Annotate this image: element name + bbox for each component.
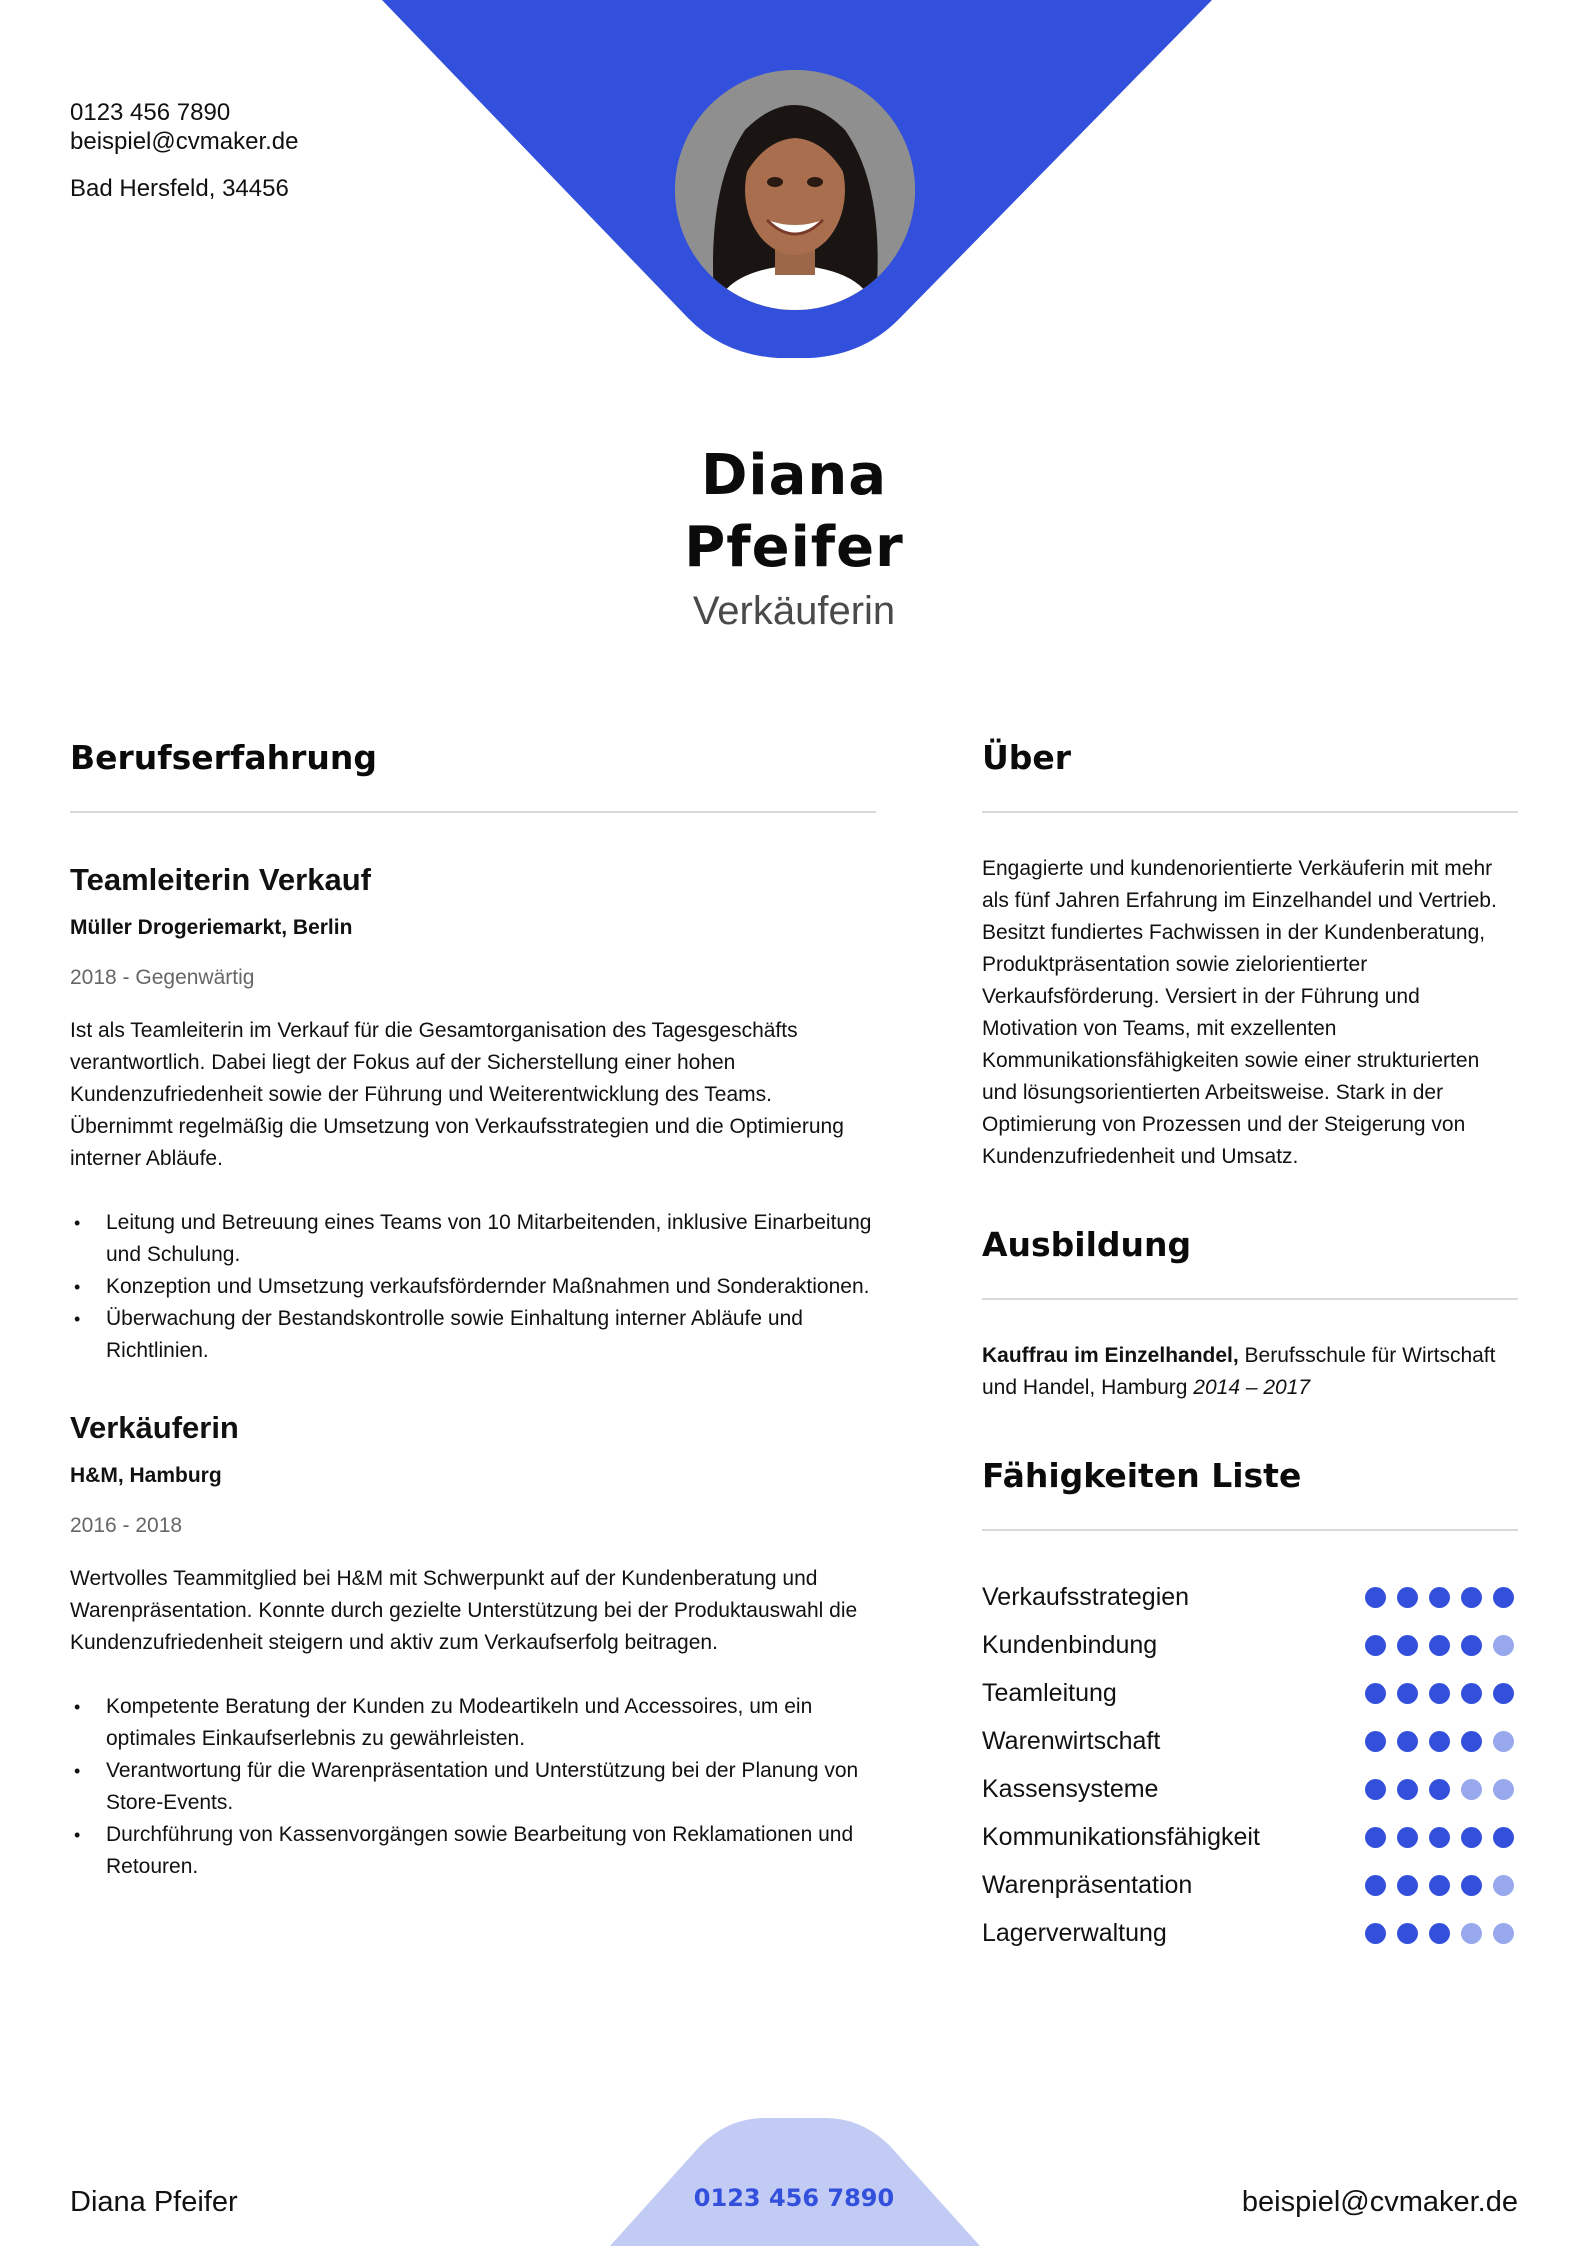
rating-dot-filled xyxy=(1397,1779,1418,1800)
skills-section xyxy=(982,1456,1518,1957)
footer-email: beispiel@cvmaker.de xyxy=(1241,2186,1518,2218)
rating-dot-filled xyxy=(1429,1683,1450,1704)
rating-dot-filled xyxy=(1429,1731,1450,1752)
rating-dot-filled xyxy=(1461,1875,1482,1896)
skill-row xyxy=(982,1813,1518,1861)
job-entry xyxy=(70,861,876,1367)
skill-rating xyxy=(1365,1635,1518,1656)
rating-dot-filled xyxy=(1365,1875,1386,1896)
rating-dot-empty xyxy=(1461,1779,1482,1800)
name-block xyxy=(0,440,1588,636)
skill-row xyxy=(982,1621,1518,1669)
footer-name: Diana Pfeifer xyxy=(70,2186,238,2218)
rating-dot-filled xyxy=(1493,1827,1514,1848)
rating-dot-filled xyxy=(1429,1635,1450,1656)
rating-dot-filled xyxy=(1461,1731,1482,1752)
skill-row xyxy=(982,1717,1518,1765)
skill-rating xyxy=(1365,1587,1518,1608)
footer-shape xyxy=(610,2118,980,2246)
rating-dot-filled xyxy=(1397,1587,1418,1608)
rating-dot-filled xyxy=(1365,1731,1386,1752)
rating-dot-filled xyxy=(1397,1683,1418,1704)
rating-dot-filled xyxy=(1365,1635,1386,1656)
skill-name: Teamleitung xyxy=(982,1678,1117,1707)
profile-photo-illustration xyxy=(675,70,915,310)
skill-row xyxy=(982,1765,1518,1813)
sidebar-column xyxy=(982,738,1518,1957)
profile-photo xyxy=(675,70,915,310)
skill-row xyxy=(982,1861,1518,1909)
job-dates: 2018 - Gegenwärtig xyxy=(70,966,255,989)
rating-dot-filled xyxy=(1429,1923,1450,1944)
rating-dot-filled xyxy=(1461,1683,1482,1704)
skill-name: Kassensysteme xyxy=(982,1774,1159,1803)
skill-rating xyxy=(1365,1923,1518,1944)
contact-phone: 0123 456 7890 xyxy=(70,99,231,126)
job-bullet: • Kompetente Beratung der Kunden zu Modeartikeln und Accessoires, um ein optimales Einkaufserlebnis zu gewährleisten. xyxy=(70,1691,876,1755)
rating-dot-filled xyxy=(1493,1587,1514,1608)
contact-info xyxy=(70,98,298,203)
skill-rating xyxy=(1365,1875,1518,1896)
rating-dot-empty xyxy=(1493,1875,1514,1896)
job-company: Müller Drogeriemarkt, Berlin xyxy=(70,916,353,939)
rating-dot-filled xyxy=(1429,1827,1450,1848)
skills-list xyxy=(982,1573,1518,1957)
rating-dot-filled xyxy=(1493,1683,1514,1704)
education-heading: Ausbildung xyxy=(982,1225,1518,1300)
skill-rating xyxy=(1365,1779,1518,1800)
job-bullet: • Durchführung von Kassenvorgängen sowie Bearbeitung von Reklamationen und Retouren. xyxy=(70,1819,876,1883)
skill-name: Kommunikationsfähigkeit xyxy=(982,1822,1260,1851)
rating-dot-filled xyxy=(1397,1731,1418,1752)
education-entry xyxy=(982,1340,1518,1404)
rating-dot-filled xyxy=(1429,1779,1450,1800)
rating-dot-filled xyxy=(1397,1875,1418,1896)
job-bullet: • Verantwortung für die Warenpräsentation und Unterstützung bei der Planung von Store-Events. xyxy=(70,1755,876,1819)
skill-name: Warenwirtschaft xyxy=(982,1726,1161,1755)
job-description: Ist als Teamleiterin im Verkauf für die Gesamtorganisation des Tagesgeschäfts verantwortlich. Dabei liegt der Fokus auf der Sicherstellung einer hohen Kundenzufriedenheit sowie der Führung und Weiterentwicklung des Teams. Übernimmt regelmäßig die Umsetzung von Verkaufsstrategien und die Optimierung interner Abläufe. xyxy=(70,1019,844,1170)
skill-row xyxy=(982,1573,1518,1621)
rating-dot-filled xyxy=(1429,1587,1450,1608)
rating-dot-filled xyxy=(1365,1683,1386,1704)
rating-dot-empty xyxy=(1493,1635,1514,1656)
rating-dot-filled xyxy=(1429,1875,1450,1896)
job-entry xyxy=(70,1409,876,1883)
education-section xyxy=(982,1225,1518,1404)
skill-name: Warenpräsentation xyxy=(982,1870,1193,1899)
skill-row xyxy=(982,1909,1518,1957)
experience-heading: Berufserfahrung xyxy=(70,738,876,813)
skill-row xyxy=(982,1669,1518,1717)
first-name: Diana xyxy=(700,443,888,508)
skills-heading: Fähigkeiten Liste xyxy=(982,1456,1518,1531)
about-section xyxy=(982,738,1518,1173)
rating-dot-empty xyxy=(1493,1779,1514,1800)
rating-dot-filled xyxy=(1365,1779,1386,1800)
job-title: Verkäuferin xyxy=(692,589,896,633)
about-text: Engagierte und kundenorientierte Verkäuferin mit mehr als fünf Jahren Erfahrung im Einzelhandel und Vertrieb. Besitzt fundiertes Fachwissen in der Kundenberatung, Produktpräsentation sowie zielorientierter Verkaufsförderung. Versiert in der Führung und Motivation von Teams, mit exzellenten Kommunikationsfähigkeiten sowie einer strukturierten und lösungsorientierten Arbeitsweise. Stark in der Optimierung von Prozessen und der Steigerung von Kundenzufriedenheit und Umsatz. xyxy=(982,857,1497,1168)
job-bullet: • Leitung und Betreuung eines Teams von 10 Mitarbeitenden, inklusive Einarbeitung und Schulung. xyxy=(70,1207,876,1271)
last-name: Pfeifer xyxy=(684,515,904,580)
education-dates: 2014 – 2017 xyxy=(1193,1376,1311,1399)
rating-dot-filled xyxy=(1397,1635,1418,1656)
rating-dot-filled xyxy=(1461,1587,1482,1608)
footer-phone: 0123 456 7890 xyxy=(693,2184,895,2212)
rating-dot-empty xyxy=(1493,1923,1514,1944)
experience-section xyxy=(70,738,876,1883)
rating-dot-filled xyxy=(1365,1587,1386,1608)
job-bullets xyxy=(70,1691,876,1883)
skill-name: Verkaufsstrategien xyxy=(982,1582,1190,1611)
rating-dot-empty xyxy=(1461,1923,1482,1944)
job-title: Verkäuferin xyxy=(70,1410,239,1445)
rating-dot-filled xyxy=(1365,1923,1386,1944)
rating-dot-filled xyxy=(1397,1923,1418,1944)
job-title: Teamleiterin Verkauf xyxy=(70,862,371,897)
rating-dot-empty xyxy=(1493,1731,1514,1752)
job-dates: 2016 - 2018 xyxy=(70,1514,183,1537)
skill-rating xyxy=(1365,1683,1518,1704)
contact-email: beispiel@cvmaker.de xyxy=(70,128,299,155)
education-degree: Kauffrau im Einzelhandel, xyxy=(982,1344,1239,1367)
job-bullets xyxy=(70,1207,876,1367)
skill-rating xyxy=(1365,1731,1518,1752)
job-company: H&M, Hamburg xyxy=(70,1464,222,1487)
job-bullet: • Überwachung der Bestandskontrolle sowie Einhaltung interner Abläufe und Richtlinien. xyxy=(70,1303,876,1367)
rating-dot-filled xyxy=(1461,1827,1482,1848)
rating-dot-filled xyxy=(1397,1827,1418,1848)
rating-dot-filled xyxy=(1461,1635,1482,1656)
skill-name: Kundenbindung xyxy=(982,1630,1158,1659)
job-bullet: • Konzeption und Umsetzung verkaufsfördernder Maßnahmen und Sonderaktionen. xyxy=(70,1271,876,1303)
education-school: Berufsschule für Wirtschaft und Handel, Hamburg xyxy=(982,1344,1496,1399)
job-description: Wertvolles Teammitglied bei H&M mit Schwerpunkt auf der Kundenberatung und Warenpräsentation. Konnte durch gezielte Unterstützung bei der Produktauswahl die Kundenzufriedenheit steigern und aktiv zum Verkaufserfolg beitragen. xyxy=(70,1567,858,1654)
contact-location: Bad Hersfeld, 34456 xyxy=(70,175,289,202)
skill-rating xyxy=(1365,1827,1518,1848)
about-heading: Über xyxy=(982,738,1518,813)
skill-name: Lagerverwaltung xyxy=(982,1918,1167,1947)
rating-dot-filled xyxy=(1365,1827,1386,1848)
